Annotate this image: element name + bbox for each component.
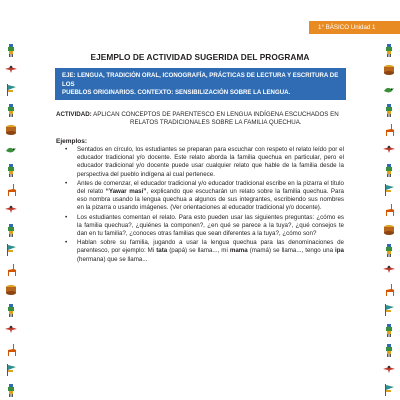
llama-icon xyxy=(3,342,19,358)
totem-figure-icon xyxy=(3,162,19,178)
totem-figure-icon xyxy=(3,102,19,118)
llama-icon xyxy=(381,122,397,138)
activity-label: ACTIVIDAD: xyxy=(56,111,92,118)
condor-bird-icon xyxy=(381,142,397,158)
activity-line-1 xyxy=(56,111,346,119)
totem-figure-icon xyxy=(381,342,397,358)
totem-figure-icon xyxy=(381,242,397,258)
condor-bird-icon xyxy=(381,362,397,378)
totem-figure-icon xyxy=(381,162,397,178)
eje-line-2: PUEBLOS ORIGINARIOS. CONTEXTO: SENSIBILIZACIÓN SOBRE LA LENGUA. xyxy=(62,89,291,97)
quechua-word: ipa xyxy=(335,247,344,255)
page-title: EJEMPLO DE ACTIVIDAD SUGERIDA DEL PROGRAMA xyxy=(90,52,310,62)
left-decorative-border xyxy=(0,40,22,400)
examples-list xyxy=(77,146,344,264)
llama-icon xyxy=(381,202,397,218)
grade-unit-badge: 1° BÁSICO Unidad 1 xyxy=(309,21,400,34)
item-text: Antes de comenzar, el educador tradicional y/o educador tradicional escribe en la pizarra el título del relato xyxy=(77,179,344,196)
condor-bird-icon xyxy=(3,322,19,338)
totem-figure-icon xyxy=(3,382,19,398)
hand-drum-icon xyxy=(3,282,19,298)
list-item xyxy=(77,239,344,264)
flag-banner-icon xyxy=(3,362,19,378)
totem-figure-icon xyxy=(3,222,19,238)
item-text: Hablan sobre su familia, jugando a usar la lengua quechua para las denominaciones de parentesco, por ejemplo: Mi xyxy=(77,239,344,255)
hand-drum-icon xyxy=(381,222,397,238)
item-text: (mamá) se llama..., tengo una xyxy=(247,247,336,255)
examples-heading: Ejemplos: xyxy=(56,138,88,145)
list-item xyxy=(77,180,344,213)
flag-banner-icon xyxy=(381,182,397,198)
list-item: • Los estudiantes comentan el relato. Para esto pueden usar las siguientes preguntas: ¿cómo es la familia quechua?, ¿quiénes la componen?, ¿en qué se parece a la tuya?, ¿qué consejos te dan en tu familia?, ¿conoces otras familias que sean diferentes a la tuya?, ¿cómo son? xyxy=(77,214,344,239)
condor-bird-icon xyxy=(3,202,19,218)
totem-figure-icon xyxy=(381,322,397,338)
quechua-word: mama xyxy=(229,247,248,255)
bird-icon xyxy=(3,142,19,158)
right-decorative-border xyxy=(378,40,400,400)
eje-banner xyxy=(55,68,346,100)
flag-banner-icon xyxy=(3,242,19,258)
activity-line-2: RELATOS TRADICIONALES SOBRE LA FAMILIA QUECHUA. xyxy=(130,119,302,127)
eje-line-1: EJE: LENGUA, TRADICIÓN ORAL, ICONOGRAFÍA, PRÁCTICAS DE LECTURA Y ESCRITURA DE LOS xyxy=(62,72,339,88)
quechua-word: tata xyxy=(156,247,168,255)
item-text: (hermana) que se llama... xyxy=(77,255,148,263)
item-text: , explicando que escucharán un relato sobre la familia quechua. Para eso nombra usando la lengua quechua a algunos de sus integrantes, escribiendo sus nombres en la pizarra o usando imágenes. (Ver orientaciones al educador tradicional y/o docente). xyxy=(77,188,344,212)
flag-banner-icon xyxy=(3,82,19,98)
list-item: • Sentados en círculo, los estudiantes se preparan para escuchar con respeto el relato leído por el educador tradicional y/o docente. Este relato aborda la familia quechua en particular, pero el educador tradicional y/o docente puede usar cualquier relato que hable de la familia desde la perspectiva del pueblo indígena al cual pertenece. xyxy=(77,146,344,179)
flag-banner-icon xyxy=(381,382,397,398)
condor-bird-icon xyxy=(381,262,397,278)
hand-drum-icon xyxy=(381,62,397,78)
totem-figure-icon xyxy=(3,302,19,318)
hand-drum-icon xyxy=(3,122,19,138)
flag-banner-icon xyxy=(381,302,397,318)
activity-statement xyxy=(56,111,346,127)
llama-icon xyxy=(3,182,19,198)
item-text: (papá) se llama..., mi xyxy=(167,247,230,255)
bird-icon xyxy=(381,82,397,98)
activity-text-1: APLICAN CONCEPTOS DE PARENTESCO EN LENGUA INDÍGENA ESCUCHADOS EN xyxy=(91,111,339,118)
condor-bird-icon xyxy=(3,62,19,78)
story-title: “Yawar masi” xyxy=(105,188,147,196)
llama-icon xyxy=(381,282,397,298)
totem-figure-icon xyxy=(381,102,397,118)
llama-icon xyxy=(3,262,19,278)
